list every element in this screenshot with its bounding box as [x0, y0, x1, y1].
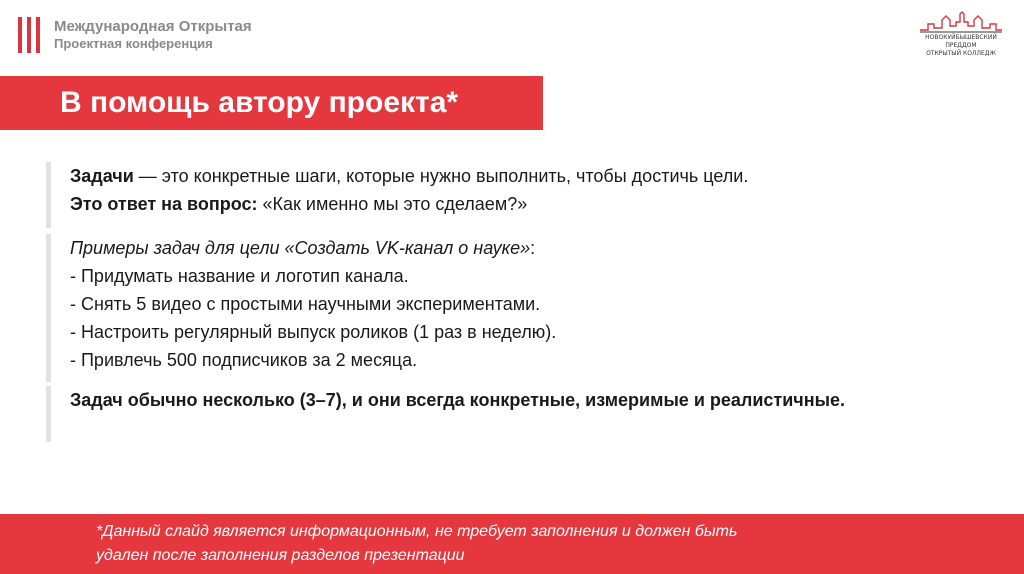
- examples-heading-suffix: :: [530, 238, 536, 258]
- footer-note-line2: удален после заполнения разделов презентации: [96, 547, 465, 564]
- footer-note: [96, 520, 916, 568]
- conference-logo: [18, 16, 252, 54]
- title-banner: [0, 76, 543, 130]
- question-text: «Как именно мы это сделаем?»: [257, 194, 528, 214]
- summary-block: [46, 386, 910, 442]
- question-label: Это ответ на вопрос:: [70, 194, 258, 214]
- conference-name-line2: Проектная конференция: [54, 36, 213, 52]
- conference-name-line1: Международная Открытая: [54, 17, 252, 35]
- examples-heading: [70, 234, 556, 262]
- slide-title: В помощь автору проекта*: [60, 86, 459, 119]
- examples-block: [46, 234, 556, 382]
- college-name-line2: ОТКРЫТЫЙ КОЛЛЕДЖ: [926, 50, 996, 57]
- list-item: - Привлечь 500 подписчиков за 2 месяца.: [70, 350, 418, 370]
- tasks-definition-text: — это конкретные шаги, которые нужно выполнить, чтобы достичь цели.: [133, 166, 749, 186]
- tasks-term: Задачи: [70, 166, 134, 186]
- list-item: - Настроить регулярный выпуск роликов (1 раз в неделю).: [70, 322, 557, 342]
- tasks-question: [70, 190, 748, 218]
- tasks-definition-block: [46, 162, 748, 228]
- college-logo: [918, 10, 1004, 58]
- tasks-definition: [70, 162, 748, 190]
- college-skyline-icon: [918, 10, 1004, 34]
- college-name-line1: НОВОКУЙБЫШЕВСКИЙ ПРЕДДОМ: [925, 34, 997, 49]
- conference-bars-icon: [18, 17, 40, 53]
- examples-heading-text: Примеры задач для цели «Создать VK-канал о науке»: [70, 238, 531, 258]
- footer-note-line1: *Данный слайд является информационным, не требует заполнения и должен быть: [96, 523, 738, 540]
- list-item: - Снять 5 видео с простыми научными экспериментами.: [70, 294, 541, 314]
- summary-text: Задач обычно несколько (3–7), и они всегда конкретные, измеримые и реалистичные.: [70, 390, 846, 410]
- footer-banner: [0, 514, 1024, 574]
- list-item: - Придумать название и логотип канала.: [70, 266, 409, 286]
